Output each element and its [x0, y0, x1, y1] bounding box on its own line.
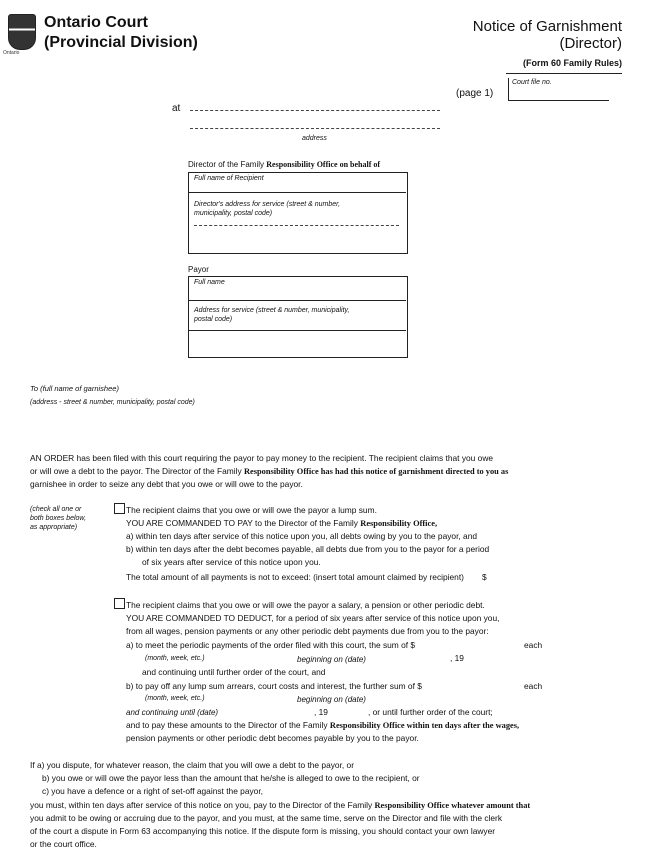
side-note-1: (check all one or	[30, 506, 82, 513]
dispute-c: c) you have a defence or a right of set-off against the payor,	[42, 786, 263, 796]
court-name-line2: (Provincial Division)	[44, 34, 198, 51]
garnishee-name-label: To (full name of garnishee)	[30, 384, 119, 393]
page-label: (page 1)	[456, 88, 494, 99]
lump-b1: b) within ten days after the debt becomes payable, all debts due from you to the payor for a period	[126, 544, 490, 554]
periodic-line-1: The recipient claims that you owe or will owe the payor a salary, a pension or other periodic debt.	[126, 600, 485, 610]
divider	[506, 73, 622, 74]
order-line-2: or will owe a debt to the payor. The Director of the Family Responsibility Office has had this notice of garnishment directed to you as	[30, 466, 509, 476]
periodic-b2-left: (month, week, etc.)	[145, 695, 205, 702]
periodic-checkbox[interactable]	[114, 598, 125, 609]
director-heading-bold: Responsibility Office on behalf of	[266, 160, 381, 169]
payor-address-label-1: Address for service (street & number, municipality,	[194, 307, 350, 314]
recipient-name-label: Full name of Recipient	[194, 175, 264, 182]
director-address-label-2: municipality, postal code)	[194, 210, 273, 217]
dispute-d: you must, within ten days after service of this notice on you, pay to the Director of the Family Responsibility Office whatever amount that	[30, 800, 531, 810]
periodic-a2-year: , 19	[450, 653, 464, 663]
lump-total: The total amount of all payments is not to exceed: (insert total amount claimed by recipient)	[126, 572, 464, 582]
dispute-e: you admit to be owing or accruing due to the payor, and you must, at the same time, serve on the Director and file with the clerk	[30, 813, 503, 823]
periodic-b3-left: and continuing until (date)	[126, 708, 219, 717]
court-address-field[interactable]	[190, 110, 440, 111]
lump-dollar: $	[482, 572, 487, 582]
ontario-crest-icon	[8, 14, 36, 50]
divider	[188, 300, 406, 301]
periodic-a2-left: (month, week, etc.)	[145, 655, 205, 662]
address-label: address	[302, 135, 327, 142]
periodic-b5: pension payments or other periodic debt becomes payable by you to the payor.	[126, 733, 419, 743]
side-note-2: both boxes below,	[30, 515, 87, 522]
periodic-a2-mid: beginning on (date)	[297, 655, 366, 664]
divider	[188, 192, 406, 193]
crest-caption: Ontario	[3, 50, 20, 56]
form-number: (Form 60 Family Rules)	[522, 58, 622, 68]
periodic-line-2: YOU ARE COMMANDED TO DEDUCT, for a period of six years after service of this notice upon you,	[126, 613, 500, 623]
lump-line-2: YOU ARE COMMANDED TO PAY to the Director of the Family Responsibility Office,	[126, 518, 438, 528]
periodic-b3-year: , 19	[314, 707, 328, 717]
payor-name-label: Full name	[194, 279, 225, 286]
director-address-field[interactable]	[194, 225, 399, 226]
notice-subtitle: (Director)	[559, 35, 622, 52]
periodic-line-3: from all wages, pension payments or any other periodic debt payments due from you to the payor:	[126, 626, 489, 636]
notice-title: Notice of Garnishment	[472, 18, 622, 35]
court-name-line1: Ontario Court	[44, 14, 148, 31]
periodic-a1: a) to meet the periodic payments of the order filed with this court, the sum of $	[126, 640, 416, 650]
periodic-a3: and continuing until further order of the court, and	[142, 667, 326, 677]
periodic-each-1: each	[524, 640, 543, 650]
dispute-f: of the court a dispute in Form 63 accompanying this notice. If the dispute form is missing, you should contact your own lawyer	[30, 826, 496, 836]
side-note-3: as appropriate)	[30, 524, 78, 531]
periodic-b1: b) to pay off any lump sum arrears, court costs and interest, the further sum of $	[126, 681, 422, 691]
periodic-each-2: each	[524, 681, 543, 691]
dispute-g: or the court office.	[30, 839, 97, 849]
order-line-3: garnishee in order to seize any debt that you owe or will owe to the payor.	[30, 479, 303, 489]
divider	[188, 330, 406, 331]
court-address-field-2[interactable]	[190, 128, 440, 129]
lump-sum-checkbox[interactable]	[114, 503, 125, 514]
payor-heading: Payor	[188, 265, 209, 274]
payor-address-label-2: postal code)	[194, 316, 233, 323]
lump-b2: of six years after service of this notice upon you.	[142, 557, 321, 567]
director-address-label-1: Director's address for service (street & number,	[194, 201, 341, 208]
order-line-1: AN ORDER has been filed with this court requiring the payor to pay money to the recipient. The recipient claims that you owe	[30, 453, 494, 463]
at-label: at	[172, 103, 181, 114]
periodic-b3-right: , or until further order of the court;	[368, 707, 493, 717]
garnishee-address-label: (address - street & number, municipality, postal code)	[30, 399, 195, 406]
director-heading	[188, 160, 380, 169]
lump-line-1: The recipient claims that you owe or will owe the payor a lump sum.	[126, 505, 377, 515]
court-file-label: Court file no.	[512, 79, 552, 86]
periodic-b2-mid: beginning on (date)	[297, 695, 366, 704]
lump-a: a) within ten days after service of this notice upon you, all debts owing by you to the payor, and	[126, 531, 478, 541]
periodic-b4: and to pay these amounts to the Director of the Family Responsibility Office within ten days after the wages,	[126, 720, 520, 730]
dispute-a: If a) you dispute, for whatever reason, the claim that you will owe a debt to the payor, or	[30, 760, 355, 770]
director-heading-text: Director of the Family	[188, 160, 267, 169]
dispute-b: b) you owe or will owe the payor less than the amount that he/she is alleged to owe to the recipient, or	[42, 773, 420, 783]
